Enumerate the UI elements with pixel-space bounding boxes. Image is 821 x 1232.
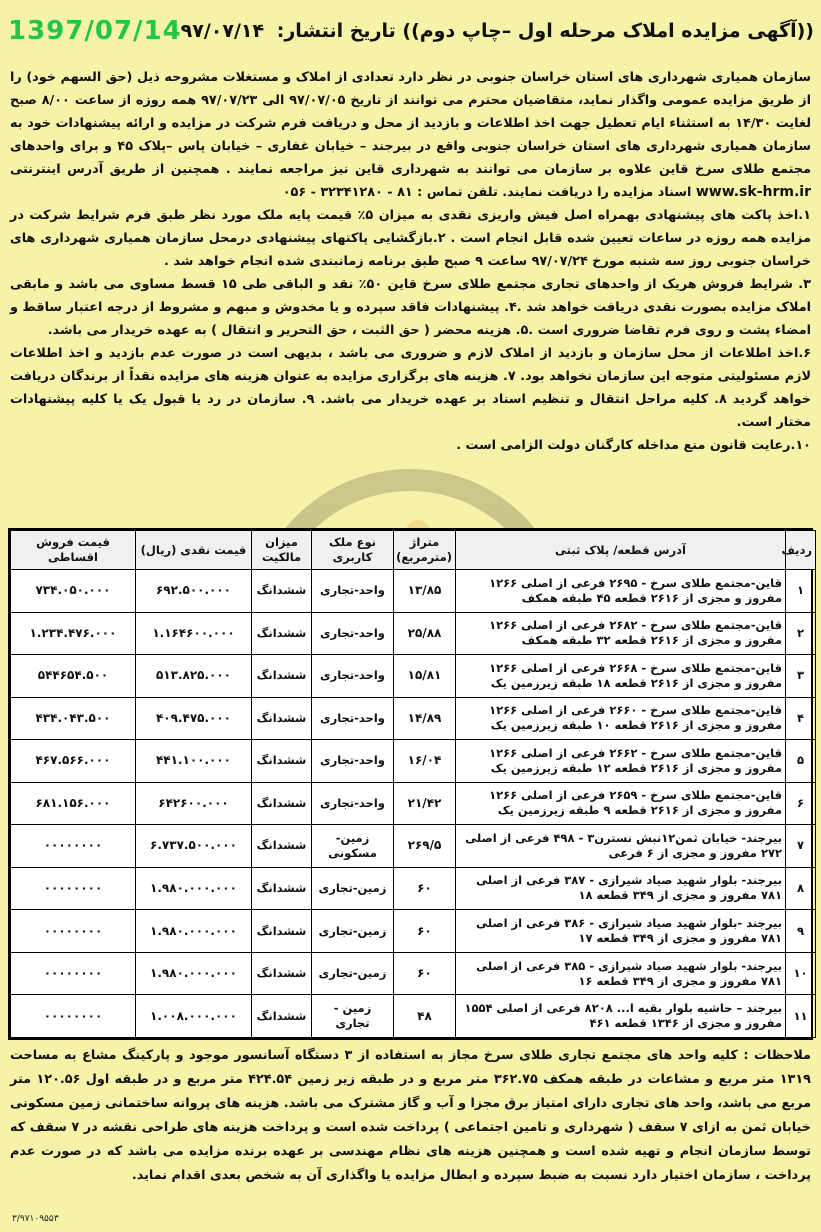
cell-installment-price: ۶۸۱.۱۵۶.۰۰۰: [11, 782, 136, 825]
cell-ownership: ششدانگ: [252, 995, 312, 1038]
cell-ownership: ششدانگ: [252, 910, 312, 953]
cell-row-number: ۳: [786, 655, 816, 698]
header-area: متراژ (مترمربع): [394, 531, 456, 570]
header-cash-price: قیمت نقدی (ریال): [136, 531, 252, 570]
cell-address: بیرجند- خیابان ثمن۱۲نبش نسترن۳ - ۴۹۸ فرعی از اصلی ۲۷۲ مفروز و مجزی از ۶ فرعی: [456, 825, 786, 868]
cell-row-number: ۷: [786, 825, 816, 868]
cell-property-type: زمین-مسکونی: [312, 825, 394, 868]
condition-3-5: ۳. شرایط فروش هریک از واحدهای تجاری مجتمع طلای سرخ قاین ۵۰٪ نقد و الباقی طی ۱۵ قسط مساوی می باشد و مابقی املاک مزایده بصورت نقدی دریافت خواهد شد .۴. پیشنهادات فاقد سپرده و یا مخدوش و مبهم و مشروط از درجه اعتبار ساقط و امضاء پشت و روی فرم تقاضا ضروری است .۵. هزینه محضر ( حق الثبت ، حق التحریر و انتقال ) به عهده خریدار می باشد.: [10, 277, 812, 338]
notice-title-box: [180, 8, 814, 60]
cell-area: ۱۳/۸۵: [394, 570, 456, 613]
cell-ownership: ششدانگ: [252, 952, 312, 995]
condition-6-9: ۶.اخذ اطلاعات از محل سازمان و بازدید از املاک لازم و ضروری می باشد ، بدیهی است در صورت عدم بازدید و اخذ اطلاعات لازم مسئولیتی متوجه این سازمان نخواهد بود. ۷. هزینه های برگزاری مزایده به عنوان هزینه های مزایده نقداً از برندگان دریافت خواهد گردید ۸. کلیه مراحل انتقال و تنظیم اسناد بر عهده خریدار می باشد. ۹. سازمان در رد یا قبول یک یا کلیه پیشنهادات مختار است.: [10, 346, 811, 430]
cell-ownership: ششدانگ: [252, 570, 312, 613]
cell-row-number: ۵: [786, 740, 816, 783]
cell-ownership: ششدانگ: [252, 825, 312, 868]
cell-address: قاین-مجتمع طلای سرخ - ۲۶۶۰ فرعی از اصلی ۱۲۶۶ مفروز و مجزی از ۲۶۱۶ قطعه ۱۰ طبقه زیرزمین یک: [456, 697, 786, 740]
cell-installment-price: ۰۰۰۰۰۰۰۰: [11, 825, 136, 868]
header-row-number: ردیف: [786, 531, 816, 570]
cell-property-type: واحد-تجاری: [312, 782, 394, 825]
cell-area: ۶۰: [394, 867, 456, 910]
cell-installment-price: ۰۰۰۰۰۰۰۰: [11, 952, 136, 995]
cell-cash-price: ۶.۷۳۷.۵۰۰.۰۰۰: [136, 825, 252, 868]
cell-row-number: ۲: [786, 612, 816, 655]
table-row: [11, 952, 816, 995]
cell-ownership: ششدانگ: [252, 655, 312, 698]
cell-property-type: زمین-تجاری: [312, 952, 394, 995]
properties-table: [8, 528, 813, 1040]
cell-property-type: واحد-تجاری: [312, 697, 394, 740]
table-row: [11, 910, 816, 953]
cell-address: قاین-مجتمع طلای سرخ - ۲۶۶۲ فرعی از اصلی ۱۲۶۶ مفروز و مجزی از ۲۶۱۶ قطعه ۱۲ طبقه زیرزمین یک: [456, 740, 786, 783]
cell-area: ۴۸: [394, 995, 456, 1038]
table-row: [11, 570, 816, 613]
cell-area: ۱۶/۰۴: [394, 740, 456, 783]
cell-row-number: ۱: [786, 570, 816, 613]
cell-area: ۱۵/۸۱: [394, 655, 456, 698]
cell-area: ۲۱/۴۲: [394, 782, 456, 825]
cell-area: ۱۴/۸۹: [394, 697, 456, 740]
table-row: [11, 655, 816, 698]
intro-text-continued: اسناد مزایده را دریافت نمایند. تلفن تماس :: [417, 185, 692, 200]
cell-area: ۶۰: [394, 952, 456, 995]
cell-address: قاین-مجتمع طلای سرخ - ۲۶۵۹ فرعی از اصلی ۱۲۶۶ مفروز و مجزی از ۲۶۱۶ قطعه ۹ طبقه زیرزمین یک: [456, 782, 786, 825]
cell-ownership: ششدانگ: [252, 782, 312, 825]
cell-cash-price: ۴۰۹.۴۷۵.۰۰۰: [136, 697, 252, 740]
cell-address: قاین-مجتمع طلای سرخ - ۲۶۸۲ فرعی از اصلی ۱۲۶۶ مفروز و مجزی از ۲۶۱۶ قطعه ۳۲ طبقه همکف: [456, 612, 786, 655]
condition-1-2: ۱.اخذ پاکت های پیشنهادی بهمراه اصل فیش واریزی نقدی به میزان ۵٪ قیمت پایه ملک مورد نظر طبق فرم شرایط شرکت در مزایده همه روزه در ساعات تعیین شده قابل انجام است . ۲.بازگشایی پاکتهای پیشنهادی درمحل سازمان همیاری شهرداری های خراسان جنوبی روز سه شنبه مورخ ۹۷/۰۷/۲۴ ساعت ۹ صبح طبق برنامه زمانبندی شده انجام خواهد شد .: [10, 208, 811, 269]
cell-ownership: ششدانگ: [252, 612, 312, 655]
cell-cash-price: ۱.۹۸۰.۰۰۰.۰۰۰: [136, 952, 252, 995]
contact-phone: ۰۵۶ - ۳۲۳۴۱۲۸۰ - ۸۱: [282, 185, 413, 200]
ad-code: ۳/۹۷۱۰۹۵۵۳: [12, 1214, 59, 1224]
cell-property-type: واحد-تجاری: [312, 655, 394, 698]
cell-cash-price: ۱.۹۸۰.۰۰۰.۰۰۰: [136, 867, 252, 910]
cell-row-number: ۶: [786, 782, 816, 825]
notes-section: ملاحظات : کلیه واحد های مجتمع تجاری طلای سرخ مجاز به استفاده از ۳ دستگاه آسانسور موجود و پارکینگ مشاع به مساحت ۱۳۱۹ متر مربع و مشاعات در طبقه همکف ۳۶۲.۷۵ متر مربع و در طبقه زیر زمین ۴۲۴.۵۴ متر مربع و در طبقه اول ۱۲۰.۵۶ متر مربع می باشد، واحد های تجاری دارای امتیاز برق مجزا و آب و گاز مشترک می باشد. هزینه های پروانه ساختمانی زمین مسکونی خیابان ثمن به ازای ۷ سقف ( شهرداری و تامین اجتماعی ) پرداخت شده است و پرداخت هزینه های طراحی نقشه در ۷ سقف که توسط سازمان انجام و تهیه شده است و همچنین هزینه های نظام مهندسی بر عهده برنده مزایده می باشد که در صورت عدم پرداخت ، سازمان اختیار دارد نسبت به ضبط سپرده و ابطال مزایده یا واگذاری آن به شخص بعدی اقدام نماید.: [10, 1048, 811, 1183]
table-row: [11, 867, 816, 910]
cell-area: ۶۰: [394, 910, 456, 953]
cell-area: ۲۵/۸۸: [394, 612, 456, 655]
cell-cash-price: ۱.۰۰۸.۰۰۰.۰۰۰: [136, 995, 252, 1038]
notice-title: ((آگهی مزایده املاک مرحله اول –چاپ دوم)) تاریخ انتشار:: [276, 20, 814, 42]
cell-address: قاین-مجتمع طلای سرخ - ۲۶۶۸ فرعی از اصلی ۱۲۶۶ مفروز و مجزی از ۲۶۱۶ قطعه ۱۸ طبقه زیرزمین یک: [456, 655, 786, 698]
cell-installment-price: ۴۳۴.۰۴۳.۵۰۰: [11, 697, 136, 740]
intro-text: سازمان همیاری شهرداری های استان خراسان جنوبی در نظر دارد تعدادی از املاک و مستغلات مشروحه ذیل (حق السهم خود) را از طریق مزایده عمومی واگذار نماید، متقاضیان محترم می توانند از تاریخ ۹۷/۰۷/۰۵ الی ۹۷/۰۷/۲۳ همه روزه از ساعت ۸/۰۰ صبح لغایت ۱۴/۳۰ به استثناء ایام تعطیل جهت اخذ اطلاعات و بازدید از محل و دریافت فرم شرکت در مزایده و ارائه پیشنهادات خود به سازمان همیاری شهرداری های استان خراسان جنوبی واقع در بیرجند – خیابان غفاری – خیابان پاس –پلاک ۴۵ و برای واحدهای مجتمع طلای سرخ قاین علاوه بر سازمان می توانند به شهرداری قاین نیز مراجعه نمایند . همچنین از طریق آدرس اینترنتی: [10, 70, 812, 177]
notice-body: [10, 66, 811, 512]
cell-property-type: واحد-تجاری: [312, 570, 394, 613]
cell-cash-price: ۴۴۱.۱۰۰.۰۰۰: [136, 740, 252, 783]
cell-property-type: زمین-تجاری: [312, 867, 394, 910]
table-row: [11, 782, 816, 825]
header-installment-price: قیمت فروش اقساطی: [11, 531, 136, 570]
website-link[interactable]: www.sk-hrm.ir: [695, 184, 811, 200]
cell-property-type: واحد-تجاری: [312, 612, 394, 655]
cell-row-number: ۸: [786, 867, 816, 910]
cell-address: بیرجند- بلوار شهید صیاد شیرازی - ۳۸۵ فرعی از اصلی ۷۸۱ مفروز و مجزی از ۳۴۹ قطعه ۱۶: [456, 952, 786, 995]
header-property-type: نوع ملک کاربری: [312, 531, 394, 570]
condition-10: ۱۰.رعایت قانون منع مداخله کارگنان دولت الزامی است .: [456, 438, 811, 453]
cell-address: قاین-مجتمع طلای سرخ - ۲۶۹۵ فرعی از اصلی ۱۲۶۶ مفروز و مجزی از ۲۶۱۶ قطعه ۴۵ طبقه همکف: [456, 570, 786, 613]
cell-cash-price: ۵۱۳.۸۲۵.۰۰۰: [136, 655, 252, 698]
intro-paragraph: [10, 66, 811, 204]
cell-address: بیرجند -بلوار شهید صیاد شیرازی - ۳۸۶ فرعی از اصلی ۷۸۱ مفروز و مجزی از ۳۴۹ قطعه ۱۷: [456, 910, 786, 953]
cell-row-number: ۹: [786, 910, 816, 953]
table-row: [11, 612, 816, 655]
table-row: [11, 825, 816, 868]
cell-cash-price: ۶۴۲۶۰۰.۰۰۰: [136, 782, 252, 825]
publication-date: ۹۷/۰۷/۱۴: [180, 20, 265, 42]
cell-area: ۲۶۹/۵: [394, 825, 456, 868]
cell-cash-price: ۱.۱۶۴۶۰۰.۰۰۰: [136, 612, 252, 655]
cell-property-type: واحد-تجاری: [312, 740, 394, 783]
cell-address: بیرجند – حاشیه بلوار بقیه ا... ۸۲۰۸ فرعی از اصلی ۱۵۵۴ مفروز و مجزی از ۱۳۴۶ قطعه ۴۶۱: [456, 995, 786, 1038]
cell-ownership: ششدانگ: [252, 697, 312, 740]
table-body: [11, 570, 816, 1038]
cell-property-type: زمین - تجاری: [312, 995, 394, 1038]
cell-address: بیرجند- بلوار شهید صیاد شیرازی - ۳۸۷ فرعی از اصلی ۷۸۱ مفروز و مجزی از ۳۴۹ قطعه ۱۸: [456, 867, 786, 910]
header-ownership: میزان مالکیت: [252, 531, 312, 570]
cell-cash-price: ۱.۹۸۰.۰۰۰.۰۰۰: [136, 910, 252, 953]
cell-installment-price: ۰۰۰۰۰۰۰۰: [11, 910, 136, 953]
cell-ownership: ششدانگ: [252, 740, 312, 783]
table-header-row: [11, 531, 816, 570]
cell-row-number: ۱۰: [786, 952, 816, 995]
table-row: [11, 995, 816, 1038]
table-row: [11, 740, 816, 783]
cell-row-number: ۱۱: [786, 995, 816, 1038]
cell-cash-price: ۶۹۲.۵۰۰.۰۰۰: [136, 570, 252, 613]
cell-installment-price: ۱.۲۳۴.۴۷۶.۰۰۰: [11, 612, 136, 655]
table-row: [11, 697, 816, 740]
cell-ownership: ششدانگ: [252, 867, 312, 910]
cell-installment-price: ۰۰۰۰۰۰۰۰: [11, 867, 136, 910]
cell-row-number: ۴: [786, 697, 816, 740]
cell-installment-price: ۷۳۴.۰۵۰.۰۰۰: [11, 570, 136, 613]
cell-installment-price: ۰۰۰۰۰۰۰۰: [11, 995, 136, 1038]
cell-property-type: زمین-تجاری: [312, 910, 394, 953]
date-stamp: 1397/07/14: [8, 16, 182, 46]
header-address: آدرس قطعه/ پلاک ثبتی: [456, 531, 786, 570]
cell-installment-price: ۴۶۷.۵۶۶.۰۰۰: [11, 740, 136, 783]
cell-installment-price: ۵۴۴۶۵۴.۵۰۰: [11, 655, 136, 698]
